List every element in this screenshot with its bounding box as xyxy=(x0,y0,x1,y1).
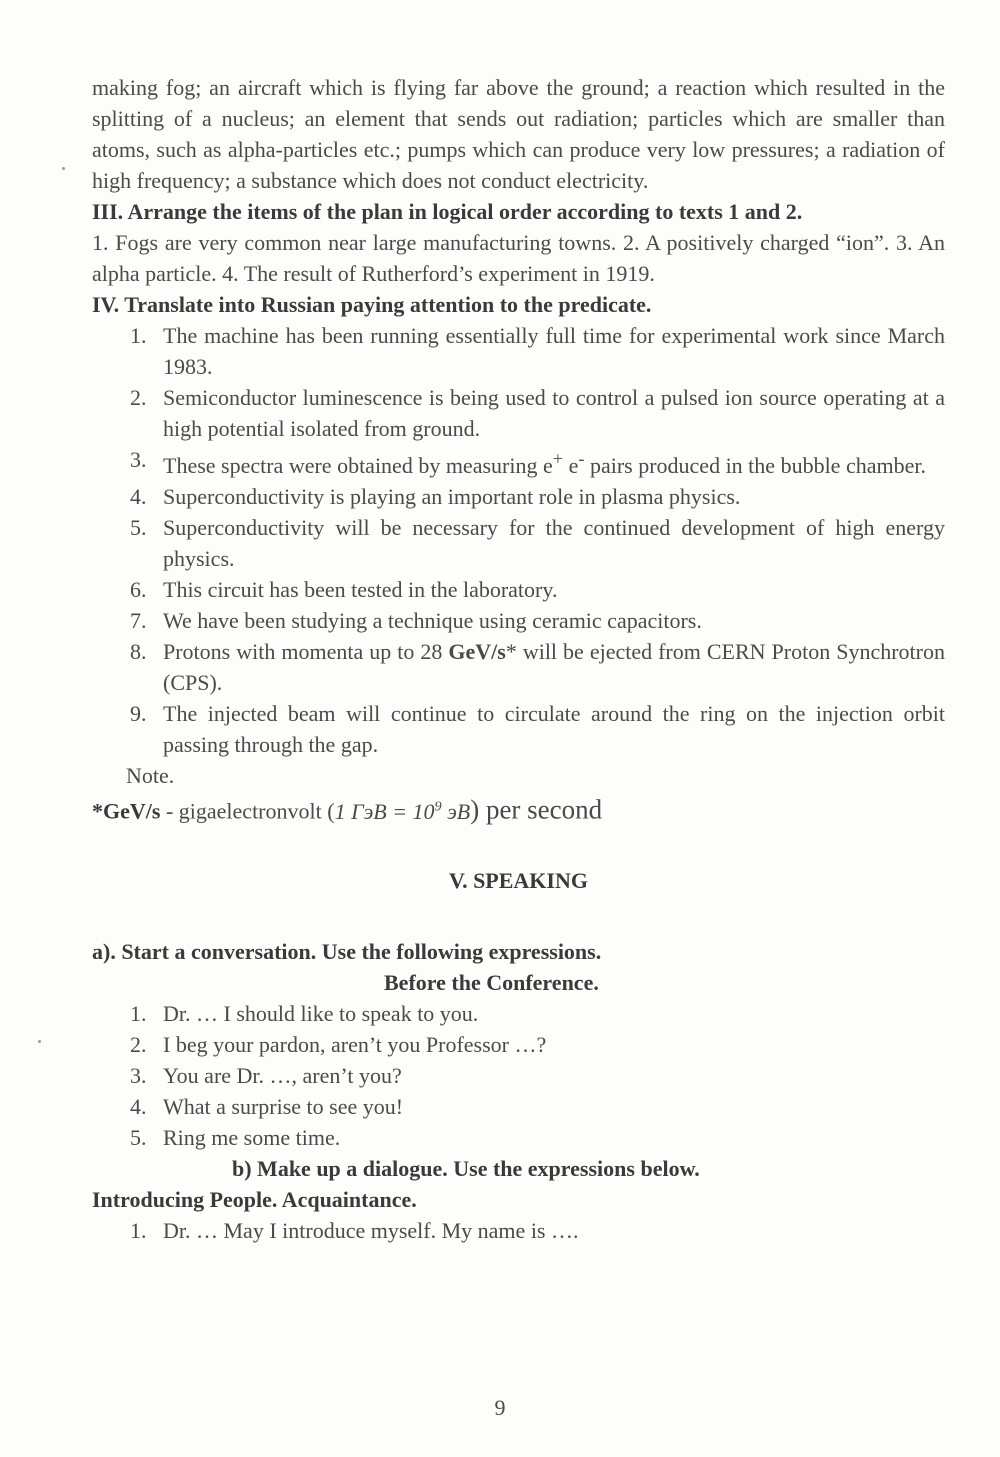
dialogue-list xyxy=(92,1215,945,1246)
unit-bold: GeV/s xyxy=(448,639,506,665)
formula-part: эВ xyxy=(441,798,471,824)
item-text: We have been studying a technique using ceramic capacitors. xyxy=(163,608,702,634)
page-number: 9 xyxy=(494,1395,506,1420)
item-text: Superconductivity will be necessary for the continued development of high energy physics. xyxy=(163,515,945,572)
item-text: Dr. … May I introduce myself. My name is …. xyxy=(163,1217,579,1243)
item-number: 4. xyxy=(130,1093,147,1119)
footnote-text: - gigaelectronvolt ( xyxy=(160,798,335,824)
footnote-close: ) xyxy=(470,794,480,825)
scan-speck xyxy=(62,167,65,170)
section-5-title: V. SPEAKING xyxy=(449,867,588,893)
item-number: 7. xyxy=(130,608,147,634)
list-item xyxy=(92,1091,945,1122)
note-label: Note. xyxy=(126,763,175,789)
list-item xyxy=(92,1060,945,1091)
footnote-tail: per second xyxy=(479,794,603,825)
item-text: The machine has been running essentially full time for experimental work since March 1983. xyxy=(163,323,945,379)
list-item xyxy=(92,1215,945,1246)
item-number: 8. xyxy=(130,639,147,665)
item-text-part: These spectra were obtained by measuring e xyxy=(163,453,553,479)
item-text: Dr. … I should like to speak to you. xyxy=(163,1000,479,1026)
item-text: You are Dr. …, aren’t you? xyxy=(163,1062,402,1088)
conversation-list xyxy=(92,998,945,1153)
item-number: 2. xyxy=(130,385,147,410)
list-item xyxy=(92,1029,945,1060)
superscript-plus: + xyxy=(552,449,564,469)
superscript-minus: - xyxy=(578,449,585,469)
list-item xyxy=(92,636,945,698)
section-3-heading: III. Arrange the items of the plan in logical order according to texts 1 and 2. xyxy=(92,199,803,224)
list-item xyxy=(92,512,945,574)
item-number: 5. xyxy=(130,1124,147,1150)
item-number: 1. xyxy=(130,323,147,348)
item-text: I beg your pardon, aren’t you Professor …? xyxy=(163,1031,547,1057)
formula-exponent: 9 xyxy=(434,799,442,815)
item-number: 2. xyxy=(130,1031,147,1057)
item-text-part: * will be ejected from CERN Proton Synchrotron (CPS). xyxy=(163,639,945,696)
item-number: 1. xyxy=(130,1000,147,1026)
translation-list xyxy=(92,320,945,760)
item-text-part: e xyxy=(563,453,579,479)
list-item xyxy=(92,605,945,636)
list-item xyxy=(92,444,945,481)
item-number: 5. xyxy=(130,515,147,541)
list-item xyxy=(92,1122,945,1153)
scan-speck xyxy=(38,1040,41,1043)
item-number: 3. xyxy=(130,1062,147,1088)
part-b-subheading: Introducing People. Acquaintance. xyxy=(92,1186,417,1212)
item-text: What a surprise to see you! xyxy=(163,1093,404,1119)
list-item xyxy=(92,998,945,1029)
list-item xyxy=(92,698,945,760)
footnote-key: *GeV/s xyxy=(92,798,161,824)
list-item xyxy=(92,481,945,512)
item-text: The injected beam will continue to circulate around the ring on the injection orbit passing through the gap. xyxy=(163,701,945,758)
item-number: 4. xyxy=(130,484,147,510)
list-item xyxy=(92,574,945,605)
item-number: 6. xyxy=(130,577,147,603)
footnote-formula xyxy=(335,799,471,824)
item-text: This circuit has been tested in the laboratory. xyxy=(163,577,558,603)
intro-paragraph: making fog; an aircraft which is flying far above the ground; a reaction which resulted in the splitting of a nucleus; an element that sends out radiation; particles which are smaller than atoms, such as alpha-particles etc.; pumps which can produce very low pressures; a radiation of high frequency; a substance which does not conduct electricity. xyxy=(92,75,945,193)
item-text-part: pairs produced in the bubble chamber. xyxy=(584,453,926,479)
item-text xyxy=(163,449,926,479)
item-text xyxy=(163,639,945,695)
section-3-body: 1. Fogs are very common near large manufacturing towns. 2. A positively charged “ion”. 3. An alpha particle. 4. The result of Rutherford’s experiment in 1919. xyxy=(92,230,945,286)
list-item xyxy=(92,382,945,444)
item-text: Superconductivity is playing an important role in plasma physics. xyxy=(163,484,741,510)
part-a-heading: a). Start a conversation. Use the following expressions. xyxy=(92,938,602,964)
item-number: 3. xyxy=(130,447,147,472)
footnote xyxy=(92,791,945,826)
item-text: Ring me some time. xyxy=(163,1124,341,1150)
item-number: 9. xyxy=(130,701,147,727)
part-b-heading: b) Make up a dialogue. Use the expressions below. xyxy=(232,1155,700,1181)
section-4-heading: IV. Translate into Russian paying attention to the predicate. xyxy=(92,292,652,317)
item-number: 1. xyxy=(130,1217,147,1243)
part-a-subheading: Before the Conference. xyxy=(384,969,599,995)
document-page xyxy=(92,72,945,1246)
formula-part: 1 ГэВ = 10 xyxy=(334,798,435,824)
item-text: Semiconductor luminescence is being used to control a pulsed ion source operating at a high potential isolated from ground. xyxy=(163,385,945,441)
list-item xyxy=(92,320,945,382)
item-text-part: Protons with momenta up to 28 xyxy=(163,639,449,665)
